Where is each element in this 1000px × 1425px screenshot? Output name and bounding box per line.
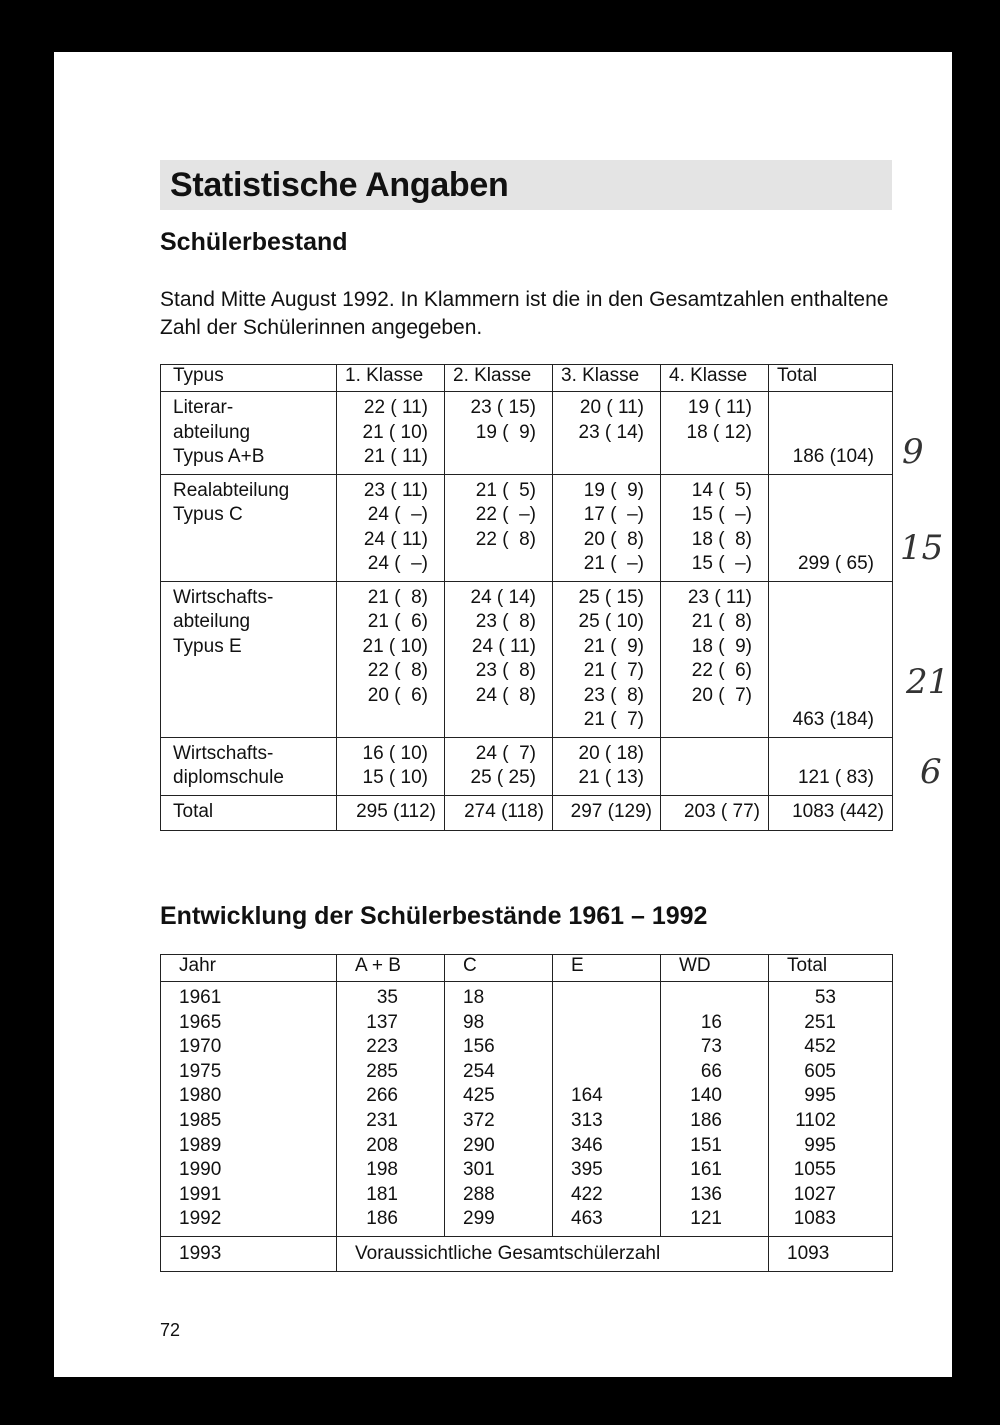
cell-line: 20 ( 7) — [691, 684, 752, 706]
cell-line: Wirtschafts- — [173, 742, 274, 764]
klasse-cell — [553, 392, 661, 475]
cell-line: 151 — [690, 1134, 722, 1156]
cell-line: 22 ( 6) — [691, 660, 752, 681]
klasse-cell — [553, 474, 661, 581]
cell-line: 1992 — [179, 1208, 222, 1230]
table-row — [161, 392, 893, 475]
cell-line: 181 — [366, 1183, 398, 1205]
forecast-row — [161, 1236, 893, 1271]
entwicklung-table — [160, 954, 893, 1272]
cell-line: 18 ( 9) — [691, 635, 752, 657]
klasse-cell — [337, 581, 445, 737]
cell-line: 254 — [463, 1060, 495, 1082]
intro-paragraph: Stand Mitte August 1992. In Klammern ist die in den Gesamtzahlen enthaltene Zahl der Schülerinnen angegeben. — [160, 288, 889, 339]
cell-line: Literar- — [173, 397, 234, 418]
typus-cell — [161, 392, 337, 475]
column-header: 4. Klasse — [661, 365, 769, 392]
cell-line: 156 — [463, 1036, 495, 1058]
klasse-cell — [445, 581, 553, 737]
cell-line: 21 ( 11) — [363, 446, 428, 467]
cell-line: 285 — [366, 1060, 398, 1082]
cell-line: 313 — [571, 1109, 603, 1131]
cell-line: Typus C — [173, 504, 243, 525]
klasse-cell — [553, 737, 661, 795]
cell-line: 161 — [690, 1159, 722, 1181]
typus-cell — [161, 581, 337, 737]
typus-cell — [161, 474, 337, 581]
cell-line: 18 — [463, 987, 485, 1008]
cell-line: abteilung — [173, 421, 251, 443]
klasse-cell — [337, 474, 445, 581]
cell-line: 24 ( 7) — [475, 742, 536, 764]
handwritten-note: 15 — [900, 528, 944, 568]
cell-line: 288 — [463, 1183, 495, 1205]
cell-line: 22 ( 8) — [367, 660, 428, 681]
cell-line: 186 — [366, 1208, 398, 1230]
klasse-cell — [445, 737, 553, 795]
ab-cell — [337, 982, 445, 1237]
cell-line: 452 — [804, 1036, 836, 1058]
cell-line: 19 ( 9) — [583, 479, 644, 501]
cell-line: 98 — [463, 1011, 485, 1033]
column-header: Total — [769, 955, 893, 982]
klasse-cell — [445, 392, 553, 475]
cell-line: 1990 — [179, 1159, 222, 1181]
cell-line: 66 — [700, 1060, 722, 1082]
cell-line: 21 ( 5) — [475, 479, 536, 501]
cell-line — [571, 1060, 660, 1085]
cell-line — [571, 1035, 660, 1060]
cell-line: 223 — [366, 1036, 398, 1058]
total-cell: 121 ( 83) — [769, 737, 893, 795]
total-value: 203 ( 77) — [661, 795, 769, 830]
cell-line: 23 ( 8) — [475, 660, 536, 681]
cell-line: Typus E — [173, 635, 242, 657]
handwritten-note: 9 — [902, 432, 924, 472]
cell-line: 19 ( 11) — [687, 397, 752, 418]
cell-line — [571, 1011, 660, 1036]
klasse-cell — [661, 581, 769, 737]
cell-line: 20 ( 11) — [579, 397, 644, 418]
table-row — [161, 737, 893, 795]
cell-line: 301 — [463, 1159, 495, 1181]
total-value: 295 (112) — [337, 795, 445, 830]
cell-line: 16 ( 10) — [362, 742, 428, 764]
total-cell: 299 ( 65) — [769, 474, 893, 581]
cell-line: 23 ( 8) — [475, 611, 536, 632]
klasse-cell — [661, 474, 769, 581]
schuelerbestand-table — [160, 364, 893, 831]
klasse-cell — [553, 581, 661, 737]
cell-line: 23 ( 8) — [583, 684, 644, 706]
cell-line: 186 — [690, 1109, 722, 1131]
table-header-row — [161, 955, 893, 982]
cell-line: 1975 — [179, 1060, 222, 1082]
cell-line: 1989 — [179, 1134, 222, 1156]
cell-line: 208 — [366, 1134, 398, 1156]
total-cell: 186 (104) — [769, 392, 893, 475]
column-header: E — [553, 955, 661, 982]
cell-line: 22 ( –) — [475, 504, 536, 525]
klasse-cell — [337, 737, 445, 795]
cell-line: 121 — [690, 1208, 722, 1230]
cell-line: 372 — [463, 1109, 495, 1131]
cell-line — [571, 986, 660, 1011]
cell-line: 24 ( 11) — [471, 635, 536, 657]
wd-cell — [661, 982, 769, 1237]
cell-line: Realabteilung — [173, 479, 290, 501]
table-row — [161, 581, 893, 737]
page-title: Statistische Angaben — [170, 166, 509, 204]
page-number: 72 — [160, 1320, 181, 1340]
c-cell — [445, 982, 553, 1237]
column-header: C — [445, 955, 553, 982]
cell-line: 16 — [700, 1011, 722, 1033]
total-cell — [769, 982, 893, 1237]
cell-line: 346 — [571, 1134, 603, 1156]
total-cell: 463 (184) — [769, 581, 893, 737]
cell-line: 20 ( 18) — [578, 742, 644, 764]
cell-line: 21 ( 10) — [362, 421, 428, 443]
cell-line: 1985 — [179, 1109, 222, 1131]
cell-line: 23 ( 15) — [470, 397, 536, 418]
cell-line: 395 — [571, 1159, 603, 1181]
e-cell — [553, 982, 661, 1237]
klasse-cell — [661, 392, 769, 475]
cell-line: 137 — [366, 1011, 398, 1033]
cell-line: 24 ( –) — [367, 553, 428, 574]
cell-line: 20 ( 6) — [367, 684, 428, 706]
section-heading-entwicklung: Entwicklung der Schülerbestände 1961 – 1992 — [160, 902, 708, 930]
column-header: Typus — [161, 365, 337, 392]
table-header-row — [161, 365, 893, 392]
cell-line: 21 ( 7) — [583, 709, 644, 730]
cell-line: 198 — [366, 1159, 398, 1181]
cell-line: Wirtschafts- — [173, 586, 274, 608]
cell-line: diplomschule — [173, 767, 284, 788]
cell-line: 1965 — [179, 1011, 222, 1033]
table-row — [161, 474, 893, 581]
cell-line: 422 — [571, 1183, 603, 1205]
cell-line: 15 ( –) — [691, 504, 752, 525]
column-header: 1. Klasse — [337, 365, 445, 392]
typus-cell — [161, 737, 337, 795]
klasse-cell — [337, 392, 445, 475]
total-value: 1083 (442) — [769, 795, 893, 830]
cell-line: 1055 — [793, 1159, 836, 1181]
cell-line: 21 ( 6) — [367, 611, 428, 632]
cell-line: 995 — [804, 1134, 836, 1156]
klasse-cell — [661, 737, 769, 795]
document-page — [54, 52, 952, 1377]
cell-line: 22 ( 8) — [475, 528, 536, 550]
column-header: A + B — [337, 955, 445, 982]
cell-line: 1961 — [179, 987, 222, 1008]
cell-line: 1970 — [179, 1036, 222, 1058]
cell-line: 1980 — [179, 1085, 222, 1107]
jahr-cell — [161, 982, 337, 1237]
cell-line: 251 — [804, 1011, 836, 1033]
cell-line: 20 ( 8) — [583, 528, 644, 550]
cell-line — [661, 986, 722, 1011]
cell-line: 463 — [571, 1208, 603, 1230]
cell-line: 18 ( 8) — [691, 528, 752, 550]
cell-line: 21 ( 8) — [691, 611, 752, 632]
cell-line: 299 — [463, 1208, 495, 1230]
cell-line: 25 ( 25) — [470, 767, 536, 788]
cell-line: 22 ( 11) — [363, 397, 428, 418]
cell-line: 140 — [690, 1085, 722, 1107]
cell-line: Typus A+B — [173, 446, 265, 467]
cell-line: 24 ( 8) — [475, 684, 536, 706]
cell-line: 21 ( 10) — [362, 635, 428, 657]
cell-line: 18 ( 12) — [686, 421, 752, 443]
total-value: 274 (118) — [445, 795, 553, 830]
table-row — [161, 982, 893, 1237]
column-header: 3. Klasse — [553, 365, 661, 392]
cell-line: 136 — [690, 1183, 722, 1205]
klasse-cell — [445, 474, 553, 581]
cell-line: 35 — [376, 987, 398, 1008]
cell-line: 24 ( 11) — [363, 528, 428, 550]
handwritten-note: 21 — [906, 662, 950, 702]
cell-line: 425 — [463, 1085, 495, 1107]
cell-line: 25 ( 10) — [578, 611, 644, 632]
column-header: 2. Klasse — [445, 365, 553, 392]
cell-line: 290 — [463, 1134, 495, 1156]
cell-line: 1102 — [795, 1109, 836, 1131]
cell-line: 17 ( –) — [583, 504, 644, 525]
cell-line: 15 ( –) — [691, 553, 752, 574]
cell-line: 23 ( 14) — [578, 421, 644, 443]
cell-line: 231 — [366, 1109, 398, 1131]
cell-line: 21 ( 13) — [578, 767, 644, 788]
cell-line: 164 — [571, 1085, 603, 1107]
total-value: 297 (129) — [553, 795, 661, 830]
cell-line: 24 ( 14) — [470, 586, 536, 608]
cell-line: 15 ( 10) — [362, 767, 428, 788]
cell-line: abteilung — [173, 611, 251, 632]
cell-line: 19 ( 9) — [475, 421, 536, 443]
cell-line: 1083 — [793, 1208, 836, 1230]
total-row — [161, 795, 893, 830]
cell-line: 21 ( 8) — [367, 586, 428, 608]
total-label: Total — [161, 795, 337, 830]
cell-line: 53 — [814, 987, 836, 1008]
cell-line: 23 ( 11) — [363, 479, 428, 501]
cell-line: 73 — [700, 1036, 722, 1058]
cell-line: 995 — [804, 1085, 836, 1107]
cell-line: 1991 — [179, 1183, 222, 1205]
cell-line: 605 — [804, 1060, 836, 1082]
forecast-year: 1993 — [161, 1236, 337, 1271]
column-header: Total — [769, 365, 893, 392]
cell-line: 25 ( 15) — [578, 586, 644, 608]
cell-line: 24 ( –) — [367, 504, 428, 525]
title-banner — [160, 160, 892, 210]
section-heading-schuelerbestand: Schülerbestand — [160, 228, 348, 256]
cell-line: 21 ( –) — [583, 553, 644, 574]
cell-line: 21 ( 9) — [583, 635, 644, 657]
cell-line: 21 ( 7) — [583, 660, 644, 681]
handwritten-note: 6 — [920, 752, 942, 792]
forecast-total: 1093 — [769, 1236, 893, 1271]
forecast-label: Voraussichtliche Gesamtschülerzahl — [337, 1236, 769, 1271]
cell-line: 266 — [366, 1085, 398, 1107]
column-header: WD — [661, 955, 769, 982]
cell-line: 1027 — [793, 1183, 836, 1205]
cell-line: 23 ( 11) — [687, 586, 752, 608]
cell-line: 14 ( 5) — [691, 479, 752, 501]
column-header: Jahr — [161, 955, 337, 982]
